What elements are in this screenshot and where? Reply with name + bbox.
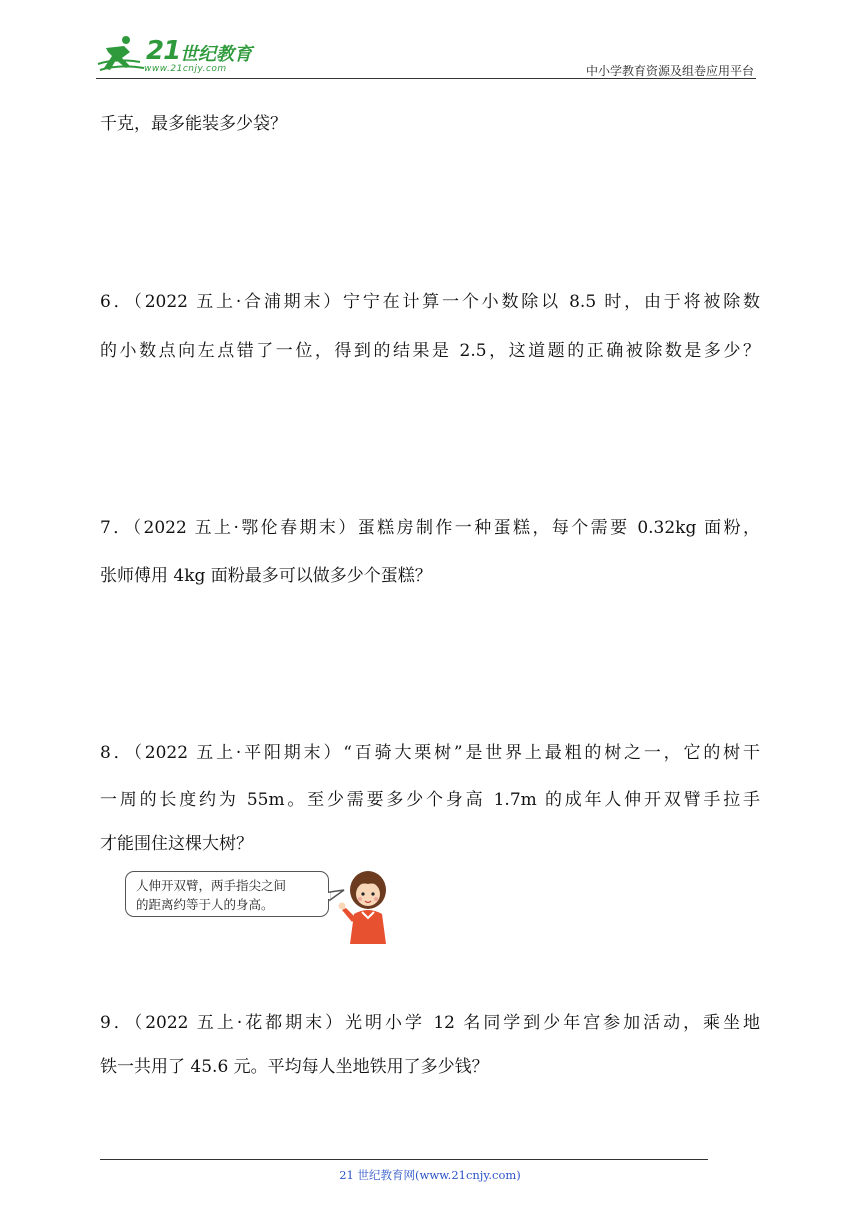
logo [96, 34, 266, 78]
question-8-line-3: 才能围住这棵大树？ [100, 834, 253, 854]
logo-text-cn: 世纪教育 [180, 44, 252, 65]
question-9-line-1: 9．（2022 五上·花都期末）光明小学 12 名同学到少年宫参加活动，乘坐地 [100, 1013, 760, 1033]
girl-figure-icon [320, 866, 392, 946]
header-platform-text: 中小学教育资源及组卷应用平台 [585, 64, 754, 78]
question-6-line-2: 的小数点向左点错了一位，得到的结果是 2.5，这道题的正确被除数是多少？ [100, 341, 760, 361]
logo-text-21: 21 [146, 36, 181, 66]
footer-divider [100, 1159, 708, 1160]
question-7-line-1: 7．（2022 五上·鄂伦春期末）蛋糕房制作一种蛋糕，每个需要 0.32kg 面粉， [100, 518, 760, 538]
question-8-line-2: 一周的长度约为 55m。至少需要多少个身高 1.7m 的成年人伸开双臂手拉手 [100, 790, 760, 810]
runner-logo-icon [96, 34, 148, 76]
continuation-text: 千克，最多能装多少袋？ [100, 114, 287, 134]
question-7-line-2: 张师傅用 4kg 面粉最多可以做多少个蛋糕？ [100, 566, 432, 586]
logo-url: www.21cnjy.com [144, 64, 227, 74]
speech-illustration [120, 866, 392, 946]
question-8-line-1: 8．（2022 五上·平阳期末）“百骑大栗树”是世界上最粗的树之一，它的树干 [100, 743, 760, 763]
page-header [96, 34, 756, 80]
question-9-line-2: 铁一共用了 45.6 元。平均每人坐地铁用了多少钱？ [100, 1057, 489, 1077]
header-divider [96, 78, 756, 79]
footer-text: 21 世纪教育网(www.21cnjy.com) [339, 1168, 521, 1182]
bubble-line-2: 的距离约等于人的身高。 [136, 897, 274, 912]
question-6-line-1: 6．（2022 五上·合浦期末）宁宁在计算一个小数除以 8.5 时，由于将被除数 [100, 292, 760, 312]
bubble-line-1: 人伸开双臂，两手指尖之间 [136, 878, 287, 893]
speech-bubble [125, 871, 329, 917]
